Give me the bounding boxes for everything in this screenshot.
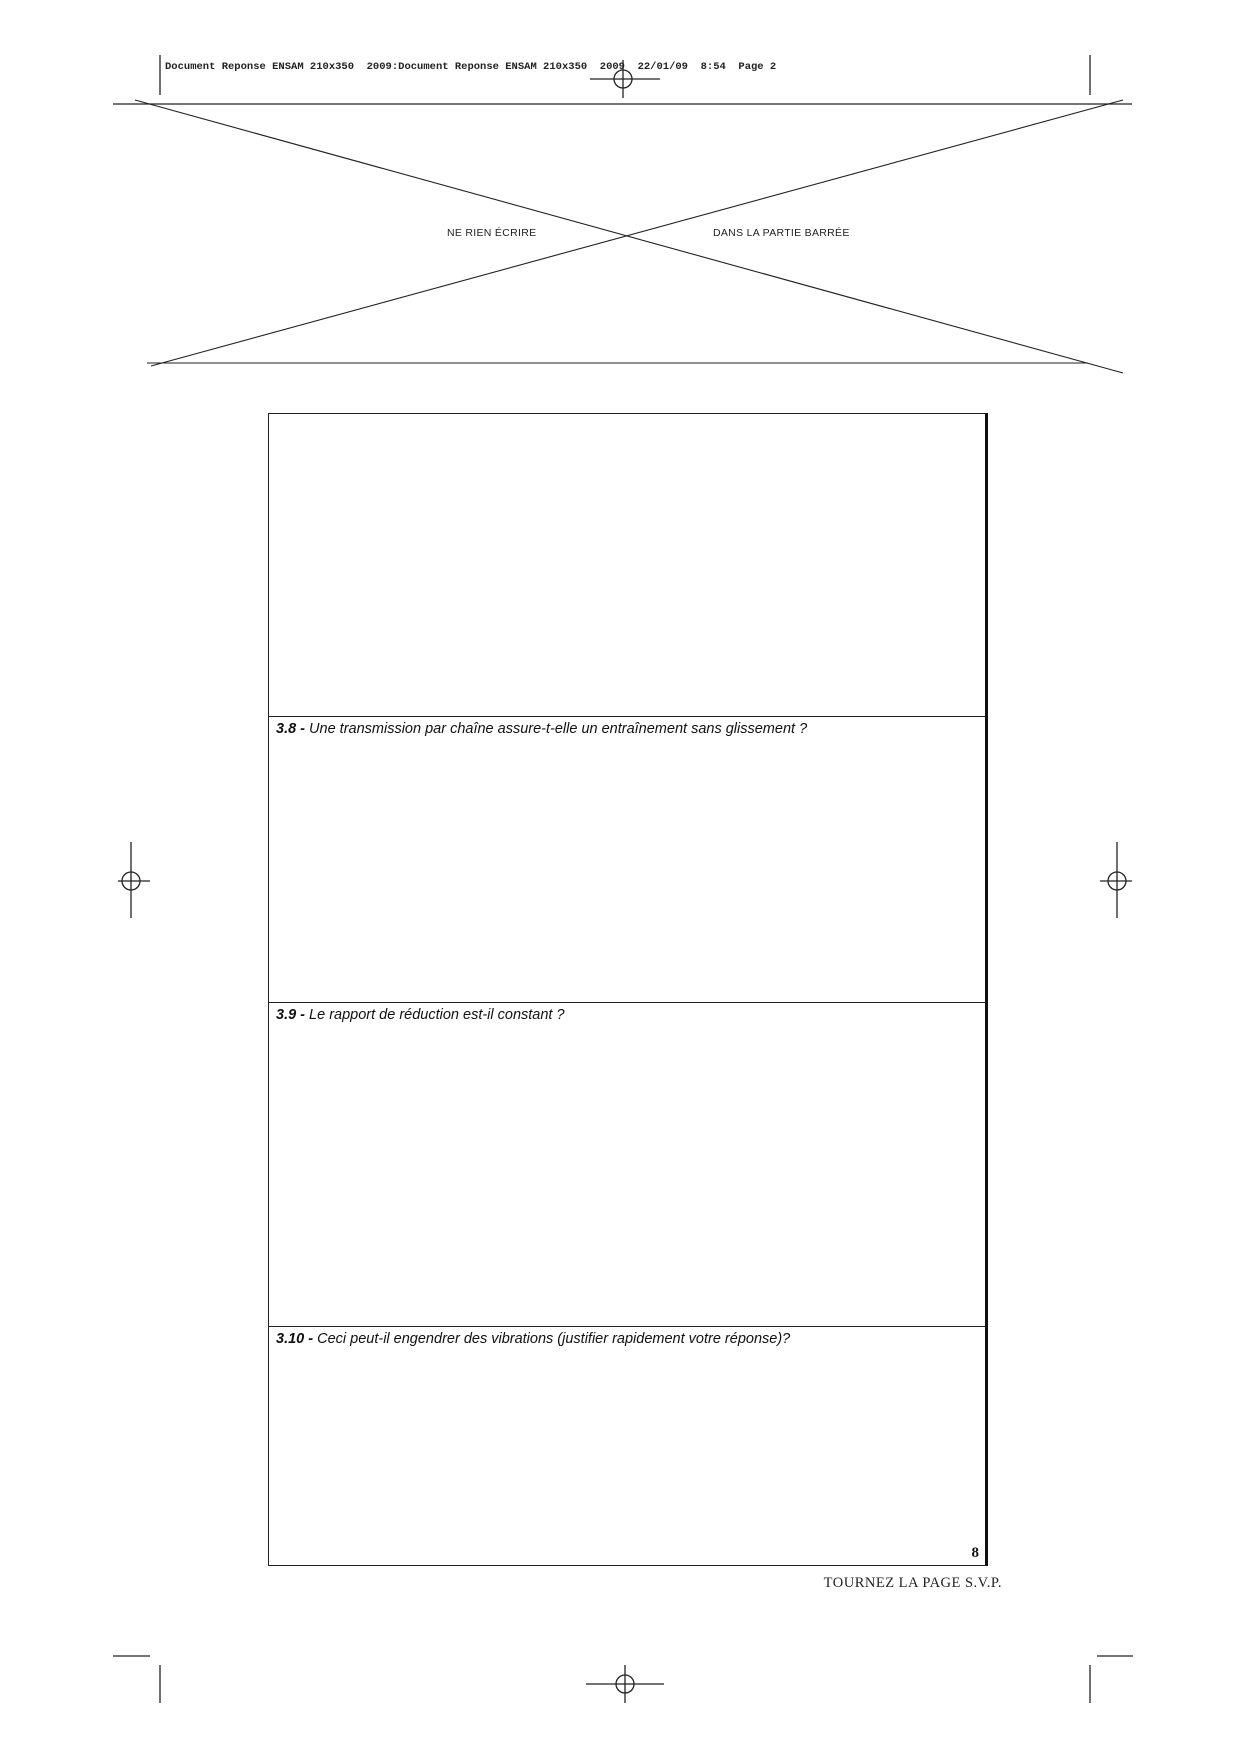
- registration-mark-left: [118, 842, 150, 918]
- answer-area-previous[interactable]: [269, 414, 985, 716]
- question-3-9: [276, 1007, 565, 1023]
- question-number: 3.8 -: [276, 721, 306, 737]
- page-number: 8: [971, 1545, 979, 1561]
- question-text: Ceci peut-il engendrer des vibrations (justifier rapidement votre réponse)?: [313, 1331, 791, 1347]
- print-header: Document Reponse ENSAM 210x350 2009:Document Reponse ENSAM 210x350 2009 22/01/09 8:54 Page 2: [165, 61, 777, 73]
- question-text: Le rapport de réduction est-il constant ?: [305, 1007, 565, 1023]
- barred-zone-left-text: NE RIEN ÉCRIRE: [447, 227, 537, 239]
- barred-zone-right-text: DANS LA PARTIE BARRÉE: [713, 227, 850, 239]
- answer-area-3-10[interactable]: [269, 1354, 985, 1534]
- divider-3-10: [269, 1326, 985, 1327]
- answer-area-3-8[interactable]: [269, 744, 985, 1000]
- question-3-8: [276, 721, 807, 737]
- question-3-10: [276, 1331, 790, 1347]
- divider-3-8: [269, 716, 985, 717]
- registration-mark-right: [1100, 842, 1132, 918]
- answer-box: [268, 413, 988, 1566]
- barred-line-2: [151, 100, 1123, 366]
- question-text: Une transmission par chaîne assure-t-elle un entraînement sans glissement ?: [305, 721, 808, 737]
- question-number: 3.10 -: [276, 1331, 314, 1347]
- answer-area-3-9[interactable]: [269, 1030, 985, 1324]
- divider-3-9: [269, 1002, 985, 1003]
- question-number: 3.9 -: [276, 1007, 306, 1023]
- footer-turn-page: TOURNEZ LA PAGE S.V.P.: [823, 1575, 1002, 1591]
- registration-mark-bottom: [586, 1665, 664, 1703]
